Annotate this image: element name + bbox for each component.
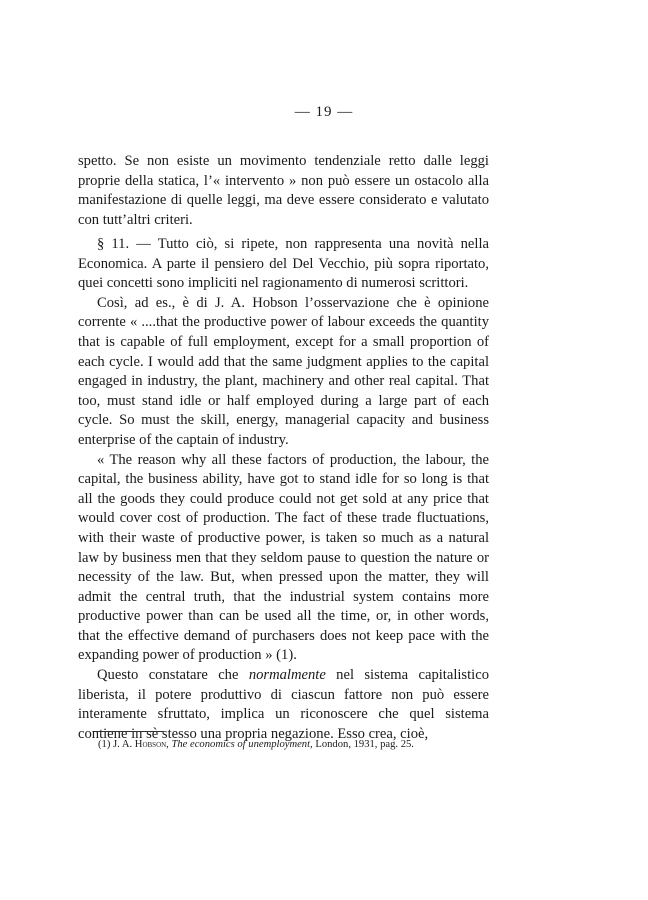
paragraph-hobson-quote-continued: « The reason why all these factors of production, the labour, the capital, the business ability, have got to stand idle for so long is that all the goods they could produce could not get sold at any price that would cover cost of production. The fact of these trade fluctuations, with their waste of productive power, is taken so much as a natural law by business men that they seldom pause to question the nature or necessity of the law. But, when pressed upon the matter, they will admit the central truth, that the industrial system contains more productive power than can be used all the time, or, in other words, that the effective demand of purchasers does not keep pace with the expanding power of production » (1). xyxy=(78,451,489,664)
page-number: — 19 — xyxy=(294,104,354,120)
body-text-top xyxy=(78,152,489,230)
paragraph-conclusion-start: Questo constatare che xyxy=(97,667,249,684)
paragraph-conclusion xyxy=(78,666,489,744)
footnote-title: The economics of unemployment, xyxy=(171,739,313,750)
paragraph-hobson-quote: Così, ad es., è di J. A. Hobson l’osservazione che è opinione corrente « ....that the productive power of labour exceeds the quantity that is capable of full employment, except for a small proportion of each cycle. I would add that the same judgment applies to the capital engaged in industry, the plant, machinery and other real capital. That too, must stand idle or half employed during a large part of each cycle. So must the skill, energy, managerial capacity and business enterprise of the captain of industry. xyxy=(78,294,489,448)
paragraph-section-11: § 11. — Tutto ciò, si ripete, non rappresenta una novità nella Economica. A parte il pensiero del Del Vecchio, più sopra riportato, quei concetti sono impliciti nel ragionamento di numerosi scrittori. xyxy=(78,236,489,292)
footnote xyxy=(98,738,498,752)
footnote-details: London, 1931, pag. 25. xyxy=(315,739,414,750)
footnote-divider xyxy=(94,731,164,732)
paragraph-conclusion-end: nel sistema capitalistico liberista, il potere produttivo di ciascun fattore non può essere interamente sfruttato, implica un riconoscere che quel sistema contiene in sè stesso una propria negazione. Esso crea, cioè, xyxy=(78,667,489,742)
body-text-main xyxy=(78,235,489,744)
paragraph-continuation: spetto. Se non esiste un movimento tendenziale retto dalle leggi proprie della statica, l’« intervento » non può essere un ostacolo alla manifestazione di quelle leggi, ma deve essere considerato e valutato con tutt’altri criteri. xyxy=(78,153,489,228)
footnote-author: Hobson, xyxy=(134,739,169,750)
emphasis-normalmente: normalmente xyxy=(248,667,326,684)
footnote-marker: (1) J. A. xyxy=(98,739,133,750)
